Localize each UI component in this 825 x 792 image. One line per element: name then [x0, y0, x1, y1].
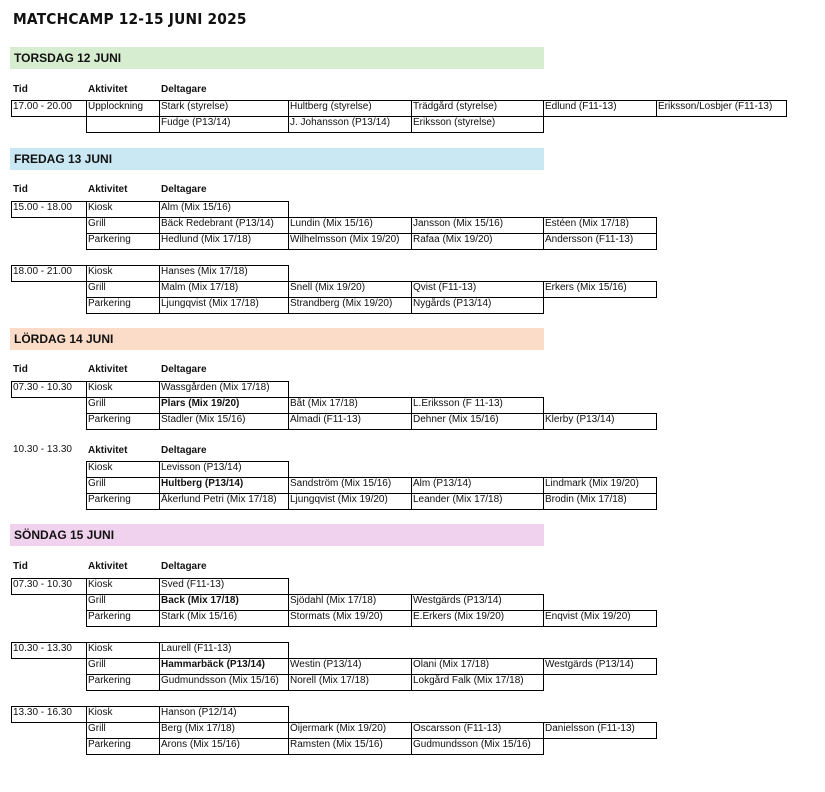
participant-cell: Qvist (F11-13) [413, 282, 477, 293]
participant-cell: Ljungqvist (Mix 17/18) [161, 298, 259, 309]
col-header-tid: Tid [13, 84, 28, 95]
grid-line [86, 493, 87, 510]
grid-line [86, 217, 87, 234]
grid-line [11, 100, 12, 117]
grid-line [543, 610, 544, 627]
grid-line [411, 397, 412, 414]
time-slot: 07.30 - 10.30 [13, 382, 72, 393]
participant-cell: Westgärds (P13/14) [413, 595, 502, 606]
grid-line [543, 674, 544, 691]
grid-line [656, 722, 657, 739]
grid-line [11, 578, 289, 579]
grid-line [86, 313, 544, 314]
grid-line [543, 397, 544, 414]
participant-cell: Dehner (Mix 15/16) [413, 414, 499, 425]
activity-cell: Kiosk [88, 462, 113, 473]
grid-line [543, 297, 544, 314]
grid-line [543, 738, 544, 755]
participant-cell: Leander (Mix 17/18) [413, 494, 503, 505]
grid-line [86, 413, 87, 430]
grid-line [159, 233, 160, 250]
grid-line [656, 100, 657, 117]
grid-line [411, 281, 412, 298]
participant-cell: Almadi (F11-13) [290, 414, 361, 425]
col-header-tid: Tid [13, 561, 28, 572]
time-slot: 18.00 - 21.00 [13, 266, 72, 277]
activity-cell: Grill [88, 398, 106, 409]
col-header-tid: Tid [13, 184, 28, 195]
grid-line [86, 429, 657, 430]
grid-line [86, 658, 87, 675]
grid-line [159, 397, 160, 414]
grid-line [86, 281, 657, 282]
grid-line [288, 477, 289, 494]
grid-line [159, 493, 160, 510]
participant-cell: Estéen (Mix 17/18) [545, 218, 629, 229]
grid-line [411, 738, 412, 755]
col-header-aktivitet: Aktivitet [88, 561, 128, 572]
grid-line [159, 217, 160, 234]
grid-line [288, 397, 289, 414]
grid-line [288, 381, 289, 398]
grid-line [159, 413, 160, 430]
participant-cell: Ljungqvist (Mix 19/20) [290, 494, 388, 505]
grid-line [288, 413, 289, 430]
col-header-aktivitet: Aktivitet [88, 84, 128, 95]
activity-cell: Grill [88, 595, 106, 606]
grid-line [86, 594, 544, 595]
page-title: MATCHCAMP 12-15 JUNI 2025 [13, 10, 247, 28]
participant-cell: Rafaa (Mix 19/20) [413, 234, 493, 245]
grid-line [86, 100, 87, 117]
grid-line [11, 642, 289, 643]
col-header-deltagare: Deltagare [161, 561, 207, 572]
participant-cell: Levisson (P13/14) [161, 462, 242, 473]
participant-cell: Stormats (Mix 19/20) [290, 611, 383, 622]
participant-cell: Fudge (P13/14) [161, 117, 231, 128]
participant-cell: L.Eriksson (F 11-13) [413, 398, 503, 409]
grid-line [288, 658, 289, 675]
grid-line [159, 281, 160, 298]
grid-line [656, 281, 657, 298]
activity-cell: Kiosk [88, 643, 113, 654]
grid-line [159, 265, 160, 282]
grid-line [11, 100, 787, 101]
activity-cell: Grill [88, 218, 106, 229]
grid-line [288, 493, 289, 510]
grid-line [288, 642, 289, 659]
participant-cell: Westgärds (P13/14) [545, 659, 634, 670]
grid-line [86, 116, 87, 133]
grid-line [656, 413, 657, 430]
participant-cell: Westin (P13/14) [290, 659, 362, 670]
participant-cell: Berg (Mix 17/18) [161, 723, 235, 734]
grid-line [11, 397, 87, 398]
grid-line [86, 413, 657, 414]
grid-line [86, 233, 87, 250]
participant-cell: Hedlund (Mix 17/18) [161, 234, 252, 245]
grid-line [86, 674, 87, 691]
col-header-aktivitet: Aktivitet [88, 184, 128, 195]
participant-cell: Sandström (Mix 15/16) [290, 478, 392, 489]
grid-line [11, 281, 87, 282]
grid-line [86, 233, 657, 234]
grid-line [656, 610, 657, 627]
grid-line [11, 201, 12, 218]
grid-line [86, 658, 657, 659]
participant-cell: E.Erkers (Mix 19/20) [413, 611, 505, 622]
grid-line [288, 297, 289, 314]
grid-line [86, 265, 87, 282]
grid-line [86, 722, 657, 723]
activity-cell: Parkering [88, 494, 131, 505]
grid-line [86, 738, 87, 755]
grid-line [159, 658, 160, 675]
grid-line [288, 217, 289, 234]
activity-cell: Grill [88, 723, 106, 734]
grid-line [543, 233, 544, 250]
participant-cell: Stark (styrelse) [161, 101, 229, 112]
grid-line [543, 722, 544, 739]
grid-line [86, 477, 657, 478]
participant-cell: Öijermark (Mix 19/20) [290, 723, 387, 734]
activity-cell: Parkering [88, 611, 131, 622]
grid-line [159, 461, 160, 478]
grid-line [11, 594, 87, 595]
participant-cell: Laurell (F11-13) [161, 643, 232, 654]
activity-cell [86, 116, 159, 132]
grid-line [86, 578, 87, 595]
activity-cell: Grill [88, 478, 106, 489]
activity-cell: Parkering [88, 234, 131, 245]
participant-cell: Lokgård Falk (Mix 17/18) [413, 675, 524, 686]
grid-line [411, 297, 412, 314]
col-header-deltagare: Deltagare [161, 445, 207, 456]
grid-line [86, 754, 544, 755]
grid-line [411, 413, 412, 430]
grid-line [411, 674, 412, 691]
participant-cell: Eriksson (styrelse) [413, 117, 496, 128]
grid-line [86, 297, 87, 314]
grid-line [656, 233, 657, 250]
col-header-deltagare: Deltagare [161, 184, 207, 195]
grid-line [86, 706, 87, 723]
grid-line [86, 249, 657, 250]
grid-line [86, 281, 87, 298]
participant-cell: Hultberg (P13/14) [161, 478, 244, 489]
day-header [10, 524, 544, 546]
grid-line [543, 116, 544, 133]
activity-cell: Grill [88, 659, 106, 670]
grid-line [86, 297, 544, 298]
participant-cell: Sjödahl (Mix 17/18) [290, 595, 377, 606]
grid-line [86, 461, 289, 462]
participant-cell: Wilhelmsson (Mix 19/20) [290, 234, 400, 245]
grid-line [159, 722, 160, 739]
grid-line [288, 265, 289, 282]
participant-cell: Hanson (P12/14) [161, 707, 237, 718]
grid-line [411, 100, 412, 117]
participant-cell: Jansson (Mix 15/16) [413, 218, 504, 229]
grid-line [86, 674, 544, 675]
grid-line [86, 461, 87, 478]
participant-cell: Oscarsson (F11-13) [413, 723, 502, 734]
grid-line [411, 116, 412, 133]
participant-cell: Brodin (Mix 17/18) [545, 494, 627, 505]
grid-line [86, 722, 87, 739]
activity-cell: Kiosk [88, 707, 113, 718]
grid-line [11, 706, 12, 723]
grid-line [786, 100, 787, 117]
activity-cell: Parkering [88, 675, 131, 686]
grid-line [656, 217, 657, 234]
grid-line [159, 674, 160, 691]
grid-line [288, 281, 289, 298]
grid-line [86, 610, 87, 627]
grid-line [11, 217, 87, 218]
day-header [10, 328, 544, 350]
grid-line [288, 594, 289, 611]
col-header-aktivitet: Aktivitet [88, 364, 128, 375]
grid-line [288, 706, 289, 723]
participant-cell: Gudmundsson (Mix 15/16) [413, 739, 531, 750]
participant-cell: Danielsson (F11-13) [545, 723, 635, 734]
time-slot: 07.30 - 10.30 [13, 579, 72, 590]
day-header [10, 47, 544, 69]
col-header-aktivitet: Aktivitet [88, 445, 128, 456]
time-slot: 10.30 - 13.30 [13, 643, 72, 654]
grid-line [543, 413, 544, 430]
grid-line [159, 297, 160, 314]
participant-cell: Ramsten (Mix 15/16) [290, 739, 383, 750]
grid-line [159, 477, 160, 494]
participant-cell: Wassgården (Mix 17/18) [161, 382, 270, 393]
grid-line [543, 493, 544, 510]
grid-line [159, 706, 160, 723]
participant-cell: Eriksson/Losbjer (F11-13) [658, 101, 773, 112]
participant-cell: Alm (P13/14) [413, 478, 472, 489]
time-slot: 15.00 - 18.00 [13, 202, 72, 213]
participant-cell: Snell (Mix 19/20) [290, 282, 366, 293]
day-title: LÖRDAG 14 JUNI [14, 332, 114, 346]
grid-line [86, 397, 544, 398]
grid-line [11, 642, 12, 659]
activity-cell: Kiosk [88, 202, 113, 213]
participant-cell: Båt (Mix 17/18) [290, 398, 358, 409]
grid-line [288, 201, 289, 218]
time-slot: 10.30 - 13.30 [13, 444, 72, 455]
grid-line [11, 381, 12, 398]
grid-line [288, 100, 289, 117]
grid-line [288, 233, 289, 250]
participant-cell: Alm (Mix 15/16) [161, 202, 232, 213]
grid-line [11, 265, 12, 282]
participant-cell: Nygårds (P13/14) [413, 298, 492, 309]
grid-line [86, 381, 87, 398]
participant-cell: Lindmark (Mix 19/20) [545, 478, 639, 489]
grid-line [543, 100, 544, 117]
col-header-tid: Tid [13, 364, 28, 375]
participant-cell: Gudmundsson (Mix 15/16) [161, 675, 279, 686]
participant-cell: Malm (Mix 17/18) [161, 282, 239, 293]
participant-cell: Strandberg (Mix 19/20) [290, 298, 393, 309]
time-slot: 17.00 - 20.00 [13, 101, 72, 112]
grid-line [411, 722, 412, 739]
participant-cell: Arons (Mix 15/16) [161, 739, 240, 750]
grid-line [411, 477, 412, 494]
activity-cell: Kiosk [88, 382, 113, 393]
grid-line [86, 509, 657, 510]
grid-line [159, 578, 160, 595]
grid-line [11, 658, 87, 659]
time-slot: 13.30 - 16.30 [13, 707, 72, 718]
grid-line [159, 381, 160, 398]
grid-line [288, 610, 289, 627]
activity-cell: Kiosk [88, 266, 113, 277]
activity-cell: Parkering [88, 414, 131, 425]
grid-line [159, 116, 160, 133]
activity-cell: Upplockning [88, 101, 144, 112]
participant-cell: Enqvist (Mix 19/20) [545, 611, 631, 622]
grid-line [11, 265, 289, 266]
grid-line [543, 594, 544, 611]
grid-line [86, 690, 544, 691]
grid-line [411, 658, 412, 675]
grid-line [11, 381, 289, 382]
participant-cell: Klerby (P13/14) [545, 414, 615, 425]
grid-line [288, 738, 289, 755]
grid-line [656, 493, 657, 510]
participant-cell: Erkers (Mix 15/16) [545, 282, 627, 293]
activity-cell: Grill [88, 282, 106, 293]
grid-line [11, 706, 289, 707]
grid-line [159, 594, 160, 611]
col-header-deltagare: Deltagare [161, 364, 207, 375]
participant-cell: Hultberg (styrelse) [290, 101, 372, 112]
grid-line [159, 738, 160, 755]
grid-line [11, 578, 12, 595]
grid-line [86, 642, 87, 659]
participant-cell: Trädgård (styrelse) [413, 101, 498, 112]
grid-line [86, 610, 657, 611]
grid-line [411, 493, 412, 510]
grid-line [543, 477, 544, 494]
grid-line [86, 397, 87, 414]
participant-cell: Stark (Mix 15/16) [161, 611, 238, 622]
activity-cell: Parkering [88, 739, 131, 750]
grid-line [543, 281, 544, 298]
participant-cell: Stadler (Mix 15/16) [161, 414, 246, 425]
participant-cell: Hanses (Mix 17/18) [161, 266, 248, 277]
grid-line [543, 217, 544, 234]
grid-line [543, 658, 544, 675]
grid-line [159, 610, 160, 627]
day-header [10, 148, 544, 170]
grid-line [411, 610, 412, 627]
participant-cell: Andersson (F11-13) [545, 234, 634, 245]
participant-cell: Back (Mix 17/18) [161, 595, 239, 606]
participant-cell: Hammarbäck (P13/14) [161, 659, 265, 670]
grid-line [411, 594, 412, 611]
day-title: TORSDAG 12 JUNI [14, 51, 122, 65]
grid-line [288, 578, 289, 595]
grid-line [11, 116, 87, 117]
grid-line [86, 477, 87, 494]
activity-cell: Kiosk [88, 579, 113, 590]
grid-line [288, 116, 289, 133]
grid-line [288, 461, 289, 478]
grid-line [86, 594, 87, 611]
participant-cell: Norell (Mix 17/18) [290, 675, 369, 686]
grid-line [411, 217, 412, 234]
grid-line [11, 722, 87, 723]
grid-line [86, 626, 657, 627]
grid-line [159, 642, 160, 659]
day-title: SÖNDAG 15 JUNI [14, 528, 115, 542]
col-header-deltagare: Deltagare [161, 84, 207, 95]
day-title: FREDAG 13 JUNI [14, 152, 113, 166]
grid-line [159, 201, 160, 218]
grid-line [86, 493, 657, 494]
grid-line [288, 722, 289, 739]
participant-cell: Olani (Mix 17/18) [413, 659, 490, 670]
grid-line [159, 100, 160, 117]
grid-line [86, 132, 544, 133]
grid-line [86, 217, 657, 218]
participant-cell: Lundin (Mix 15/16) [290, 218, 373, 229]
participant-cell: Sved (F11-13) [161, 579, 225, 590]
participant-cell: Bäck Redebrant (P13/14) [161, 218, 274, 229]
participant-cell: Edlund (F11-13) [545, 101, 617, 112]
grid-line [656, 477, 657, 494]
grid-line [288, 674, 289, 691]
grid-line [86, 738, 544, 739]
grid-line [656, 658, 657, 675]
participant-cell: Plars (Mix 19/20) [161, 398, 240, 409]
activity-cell: Parkering [88, 298, 131, 309]
grid-line [11, 201, 289, 202]
participant-cell: J. Johansson (P13/14) [290, 117, 391, 128]
grid-line [411, 233, 412, 250]
grid-line [86, 201, 87, 218]
participant-cell: Åkerlund Petri (Mix 17/18) [161, 494, 277, 505]
grid-line [86, 116, 544, 117]
